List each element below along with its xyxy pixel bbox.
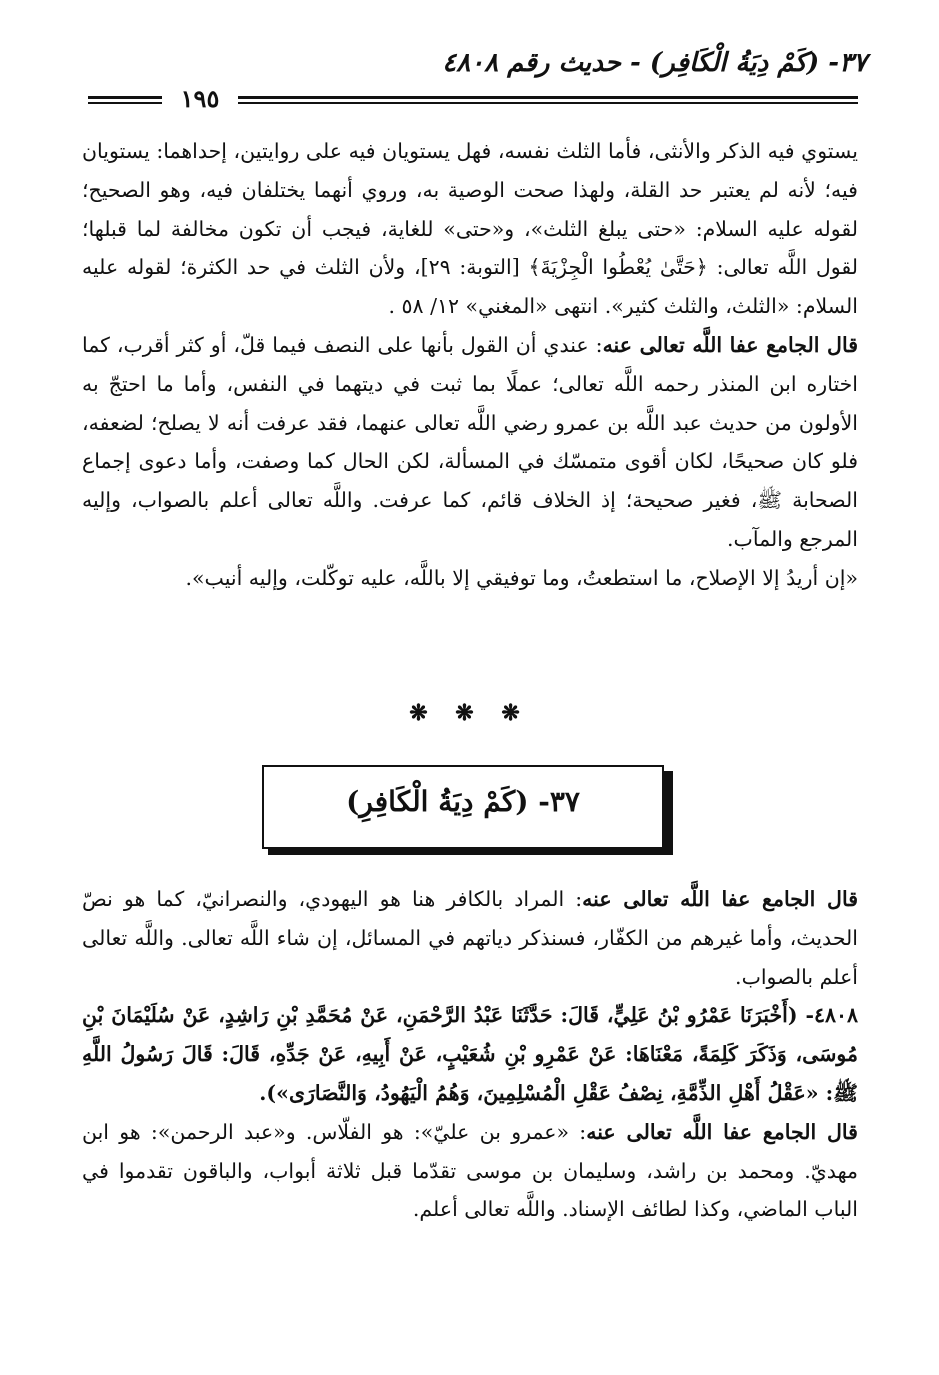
chapter-title: ٣٧- (كَمْ دِيَةُ الْكَافِرِ)	[346, 785, 580, 818]
rule-thin	[88, 102, 162, 104]
paragraph-narrators	[82, 1113, 858, 1229]
narrators-text: : «عمرو بن عليّ»: هو الفلّاس. و«عبد الرحمن»: هو ابن مهديّ. ومحمد بن راشد، وسليمان بن موسى تقدّما قبل ثلاثة أبواب، والباقون تقدموا في الباب الماضي، وكذا لطائف الإسناد. واللَّه تعالى أعلم.	[82, 1119, 858, 1222]
text-block-upper	[82, 132, 858, 598]
running-header: ٣٧- (كَمْ دِيَةُ الْكَافِر) - حديث رقم ٤٨٠٨	[442, 48, 867, 78]
header-rule-left	[88, 96, 162, 110]
rule-thin	[238, 102, 858, 104]
paragraph-quran-quote: «إن أريدُ إلا الإصلاح، ما استطعتُ، وما توفيقي إلا باللَّه، عليه توكّلت، وإليه أنيب».	[185, 565, 858, 590]
jami-label: قال الجامع عفا اللَّه تعالى عنه	[586, 1119, 858, 1144]
rule-thick	[88, 96, 162, 99]
header-rule-right	[238, 96, 858, 110]
paragraph-intro	[82, 880, 858, 996]
jami-opinion-text: : عندي أن القول بأنها على النصف فيما قلّ، أو كثر أقرب، كما اختاره ابن المنذر رحمه اللَّه تعالى؛ عملًا بما ثبت في ديتهما في النفس، وأما ما احتجّ به الأولون من حديث عبد اللَّه بن عمرو رضي اللَّه تعالى عنهما، فقد عرفت أنه لا يصلح؛ لضعفه، فلو كان صحيحًا، لكان أقوى متمسّك في المسألة، لكن الحال كما وصفت، وأما دعوى إجماع الصحابة ﷺ، فغير صحيحة؛ إذ الخلاف قائم، كما عرفت. واللَّه تعالى أعلم بالصواب، وإليه المرجع والمآب.	[82, 332, 858, 551]
jami-label: قال الجامع عفا اللَّه تعالى عنه	[582, 887, 858, 911]
intro-text: : المراد بالكافر هنا هو اليهودي، والنصرانيّ، كما هو نصّ الحديث، وأما غيرهم من الكفّار، فسنذكر دياتهم في المسائل، إن شاء اللَّه تعالى. واللَّه تعالى أعلم بالصواب.	[82, 887, 858, 989]
paragraph-jami-opinion	[82, 326, 858, 559]
chapter-box-shadow	[663, 771, 673, 855]
section-separator: ❋ ❋ ❋	[409, 700, 530, 726]
text-block-lower	[82, 880, 858, 1229]
rule-thick	[238, 96, 858, 99]
jami-label: قال الجامع عفا اللَّه تعالى عنه	[602, 332, 858, 357]
hadith-4808: ٤٨٠٨- (أَخْبَرَنَا عَمْرُو بْنُ عَلِيٍّ، قَالَ: حَدَّثَنَا عَبْدُ الرَّحْمَنِ، عَنْ مُحَمَّدِ بْنِ رَاشِدٍ، عَنْ سُلَيْمَانَ بْنِ مُوسَى، وَذَكَرَ كَلِمَةً، مَعْنَاهَا: عَنْ عَمْرِو بْنِ شُعَيْبٍ، عَنْ أَبِيهِ، عَنْ جَدِّهِ، قَالَ: قَالَ رَسُولُ اللَّهِ ﷺ: «عَقْلُ أَهْلِ الذِّمَّةِ، نِصْفُ عَقْلِ الْمُسْلِمِينَ، وَهُمُ الْيَهُودُ، وَالنَّصَارَى»).	[82, 1003, 858, 1105]
page-number: ١٩٥	[180, 84, 220, 113]
paragraph-mughni-quote: يستوي فيه الذكر والأنثى، فأما الثلث نفسه، فهل يستويان فيه على روايتين، إحداهما: يستويان فيه؛ لأنه لم يعتبر حد القلة، ولهذا صحت الوصية به، وروي أنهما يختلفان فيه، وهو الصحيح؛ لقوله عليه السلام: «حتى يبلغ الثلث»، و«حتى» للغاية، فيجب أن تكون مخالفة لما قبلها؛ لقول اللَّه تعالى: ﴿حَتَّىٰ يُعْطُوا الْجِزْيَةَ﴾ [التوبة: ٢٩]، ولأن الثلث في حد الكثرة؛ لقوله عليه السلام: «الثلث، والثلث كثير». انتهى «المغني» ١٢/ ٥٨ .	[82, 139, 858, 319]
